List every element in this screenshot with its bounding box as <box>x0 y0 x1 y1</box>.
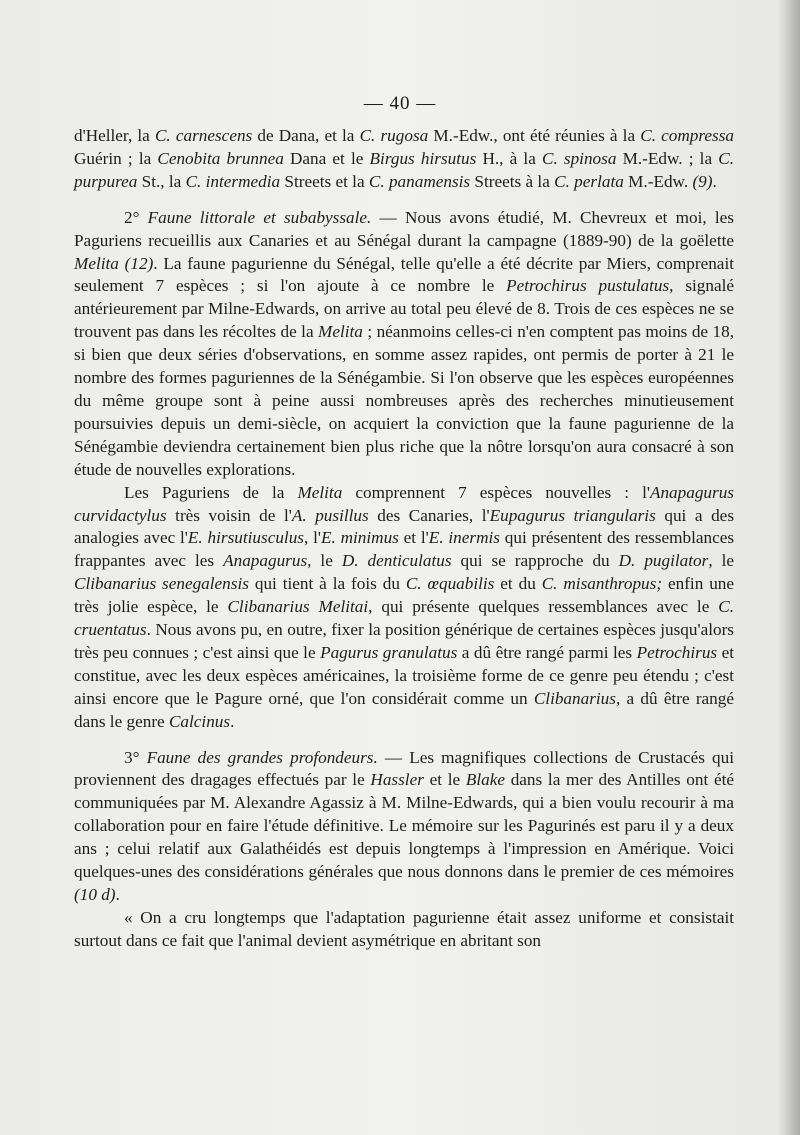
text-run: , le <box>708 551 735 571</box>
text-run: comprennent 7 espèces nouvelles : l' <box>342 482 650 502</box>
text-run: — Nous avons étudié, M. Chevreux et moi, les Paguriens recueillis aux Canaries et au Sénégal durant la campagne (1889-90) de la goëlette <box>74 207 734 250</box>
italic-run: (9) <box>692 171 713 191</box>
text-run: . <box>712 171 717 191</box>
text-run: et du <box>494 574 542 594</box>
italic-run: Faune littorale et subabyssale. <box>147 207 372 227</box>
text-run: Streets et la <box>280 171 369 191</box>
text-run: dans la mer des Antilles ont été communiquées par M. Alexandre Agassiz à M. Milne-Edwards, qui a bien voulu recourir à ma collaboration pour en faire l'étude définitive. Le mémoire sur les Pagurinés est paru il y a deux ans ; celui relatif aux Galathéidés est depuis longtemps à l'impression en Amérique. Voici quelques-unes des considérations générales que nous donnons dans le premier de ces mémoires <box>74 770 734 882</box>
text-run: , qui présente quelques ressemblances avec le <box>368 597 719 617</box>
italic-run: E. hirsutiusculus <box>187 528 304 548</box>
text-run: M.-Edw., ont été réunies à la <box>428 126 641 145</box>
text-run: qui présentent des ressemblances frappantes avec les <box>74 528 735 571</box>
text-run: Les Paguriens de la <box>124 482 298 502</box>
text-run: et le <box>423 770 466 790</box>
text-run: et constitue, avec les deux espèces américaines, la troisième forme de ce genre peu étendu ; c'est ainsi encore que le Pagure orné, que l'on considérait comme un <box>74 642 735 708</box>
text-run: Guérin ; la <box>74 148 158 168</box>
italic-run: Eupagurus triangularis <box>489 505 656 525</box>
italic-run: Petrochirus <box>636 642 718 662</box>
italic-run: C. purpurea <box>74 148 734 191</box>
text-run: qui a des analogies avec l' <box>74 505 735 548</box>
italic-run: Pagurus granulatus <box>320 642 458 662</box>
text-run: St., la <box>137 171 186 191</box>
italic-run: C. intermedia <box>185 171 281 191</box>
italic-run: C. perlata <box>554 171 624 191</box>
text-run: M.-Edw. <box>623 171 693 191</box>
body-text <box>74 125 734 953</box>
text-run: des Canaries, l' <box>368 505 490 525</box>
text-run: a dû être rangé parmi les <box>457 642 637 662</box>
text-run: ; néanmoins celles-ci n'en comptent pas moins de 18, si bien que deux séries d'observations, en somme assez rapides, ont permis de porter à 21 le nombre des formes paguriennes de la Sénégambie. Si l'on observe que les espèces européennes du même groupe sont à peine aussi nombreuses après des recherches minutieusement poursuivies depuis un demi-siècle, on acquiert la conviction que la faune pagurienne de la Sénégambie deviendra certainement bien plus riche que la nôtre lorsqu'on aura consacré à son étude de nouvelles explorations. <box>74 322 734 479</box>
paragraph <box>74 482 734 734</box>
italic-run: Anapagurus curvidactylus <box>74 482 734 525</box>
italic-run: Birgus hirsutus <box>369 148 477 168</box>
italic-run: Petrochirus pustulatus <box>506 276 670 296</box>
italic-run: (10 d) <box>74 885 116 904</box>
italic-run: Blake <box>465 770 505 790</box>
italic-run: C. rugosa <box>359 126 429 145</box>
italic-run: Melita <box>297 482 343 502</box>
paragraph <box>74 907 734 953</box>
paragraph <box>74 125 734 194</box>
text-run: , signalé antérieurement par Milne-Edwards, on arrive au total peu élevé de 8. Trois de ces espèces ne se trouvent pas dans les récoltes de la <box>74 276 734 342</box>
italic-run: D. pugilator <box>618 551 709 571</box>
text-run: . <box>230 711 235 731</box>
italic-run: A. pusillus <box>291 505 369 525</box>
text-run: , a dû être rangé dans le genre <box>74 688 734 731</box>
italic-run: D. denticulatus <box>341 551 452 571</box>
text-run: enfin une très jolie espèce, le <box>74 574 735 617</box>
page-number: — 40 — <box>363 93 437 114</box>
italic-run: Faune des grandes profondeurs. <box>146 747 378 767</box>
text-run: H., à la <box>476 148 542 168</box>
text-run: Dana et le <box>283 148 370 168</box>
text-run: qui tient à la fois du <box>248 574 406 594</box>
italic-run: Anapagurus <box>223 551 308 571</box>
text-run: . La faune pagurienne du Sénégal, telle qu'elle a été décrite par Miers, comprenait seulement 7 espèces ; si l'on ajoute à ce nombre le <box>74 253 734 296</box>
text-run: . Nous avons pu, en outre, fixer la position générique de certaines espèces jusqu'alors très peu connues ; c'est ainsi que le <box>74 620 734 662</box>
italic-run: E. minimus <box>320 528 399 548</box>
text-run: de Dana, et la <box>252 126 360 145</box>
italic-run: C. panamensis <box>368 171 471 191</box>
italic-run: Hassler <box>370 770 424 790</box>
text-run: . <box>115 885 120 904</box>
italic-run: C. carnescens <box>154 126 253 145</box>
italic-run: C. misanthropus; <box>541 574 663 594</box>
italic-run: Clibanarius Melitai <box>227 597 369 617</box>
italic-run: Clibanarius senegalensis <box>74 574 249 594</box>
text-run: d'Heller, la <box>74 126 155 145</box>
text-run: M.-Edw. ; la <box>616 148 719 168</box>
italic-run: (12) <box>124 253 154 273</box>
italic-run: C. compressa <box>640 126 735 145</box>
italic-run: C. cruentatus <box>74 597 734 640</box>
italic-run: Clibanarius <box>533 688 616 708</box>
text-run: qui se rapproche du <box>451 551 619 571</box>
italic-run: C. spinosa <box>541 148 617 168</box>
text-run: 2° <box>124 207 148 227</box>
italic-run: C. œquabilis <box>405 574 495 594</box>
text-run: , l' <box>303 528 321 548</box>
italic-run: Melita <box>318 322 363 342</box>
italic-run: Melita <box>74 253 119 273</box>
italic-run: Calcinus <box>168 711 231 731</box>
text-run: Streets à la <box>470 171 555 191</box>
italic-run: Cenobita brunnea <box>157 148 284 168</box>
paragraph <box>74 747 734 907</box>
text-run: « On a cru longtemps que l'adaptation pagurienne était assez uniforme et consistait surtout dans ce fait que l'animal devient asymétrique en abritant son <box>74 907 734 950</box>
text-run: , le <box>307 551 342 571</box>
text-run: et l' <box>398 528 429 548</box>
text-run: très voisin de l' <box>166 505 292 525</box>
page-edge-shadow <box>778 0 800 1135</box>
text-run: — Les magnifiques collections de Crustacés qui proviennent des dragages effectués par le <box>74 747 734 790</box>
paragraph <box>74 207 734 482</box>
italic-run: E. inermis <box>428 528 500 548</box>
text-run: 3° <box>124 747 147 767</box>
